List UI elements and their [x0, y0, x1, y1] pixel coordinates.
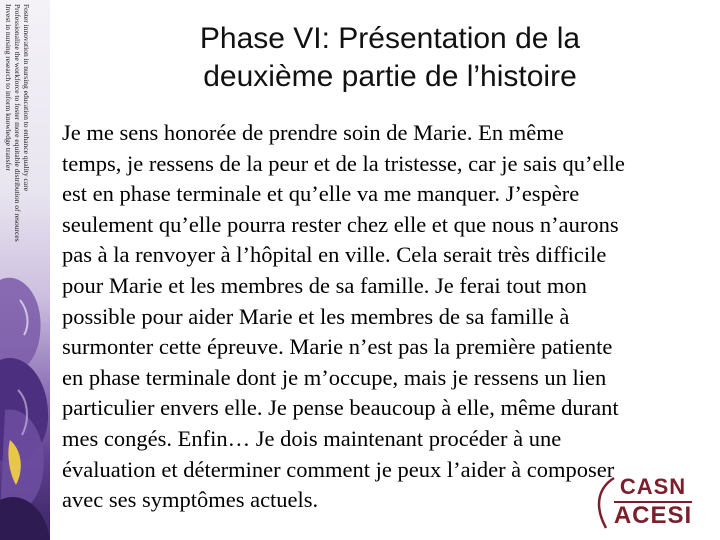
sidebar-vertical-text — [4, 4, 44, 264]
sidebar-decoration — [0, 0, 50, 540]
sidebar-text-line-3: Foster innovation in nursing education to enhance quality care — [22, 4, 31, 192]
logo-text-acesi: ACESI — [613, 502, 693, 529]
title-line-2: deuxième partie de l’histoire — [203, 60, 577, 93]
casn-acesi-logo — [598, 474, 708, 534]
logo-text-casn: CASN — [619, 474, 687, 499]
paragraph-line: surmonter cette épreuve. Marie n’est pas la première patiente — [62, 334, 613, 360]
paragraph-line: évaluation et déterminer comment je peux l’aider à composer — [62, 456, 615, 482]
paragraph-line: mes congés. Enfin… Je dois maintenant procéder à une — [62, 425, 562, 451]
paragraph-line: Je me sens honorée de prendre soin de Marie. En même — [62, 120, 564, 145]
page-title — [130, 20, 650, 96]
iris-flower-image — [0, 240, 50, 540]
paragraph-line: est en phase terminale et qu’elle va me manquer. J’espère — [62, 181, 580, 207]
story-paragraph — [62, 118, 702, 516]
paragraph-line: seulement qu’elle pourra rester chez elle et que nous n’aurons — [62, 211, 619, 237]
paragraph-line: possible pour aider Marie et les membres de sa famille à — [62, 303, 570, 329]
paragraph-line: pas à la renvoyer à l’hôpital en ville. Cela serait très difficile — [62, 242, 607, 268]
paragraph-line: temps, je ressens de la peur et de la tristesse, car je sais qu’elle — [62, 150, 625, 176]
sidebar-text-line-2: Professionalize the workforce to foster more equitable distribution of resources — [13, 4, 22, 242]
paragraph-line: pour Marie et les membres de sa famille. Je ferai tout mon — [62, 272, 587, 298]
paragraph-line: avec ses symptômes actuels. — [62, 487, 319, 513]
sidebar-text-line-1: Invest in nursing research to inform knowledge transfer — [4, 4, 13, 171]
title-line-1: Phase VI: Présentation de la — [199, 22, 581, 55]
paragraph-line: particulier envers elle. Je pense beaucoup à elle, même durant — [62, 395, 619, 421]
paragraph-line: en phase terminale dont je m’occupe, mais je ressens un lien — [62, 364, 607, 390]
